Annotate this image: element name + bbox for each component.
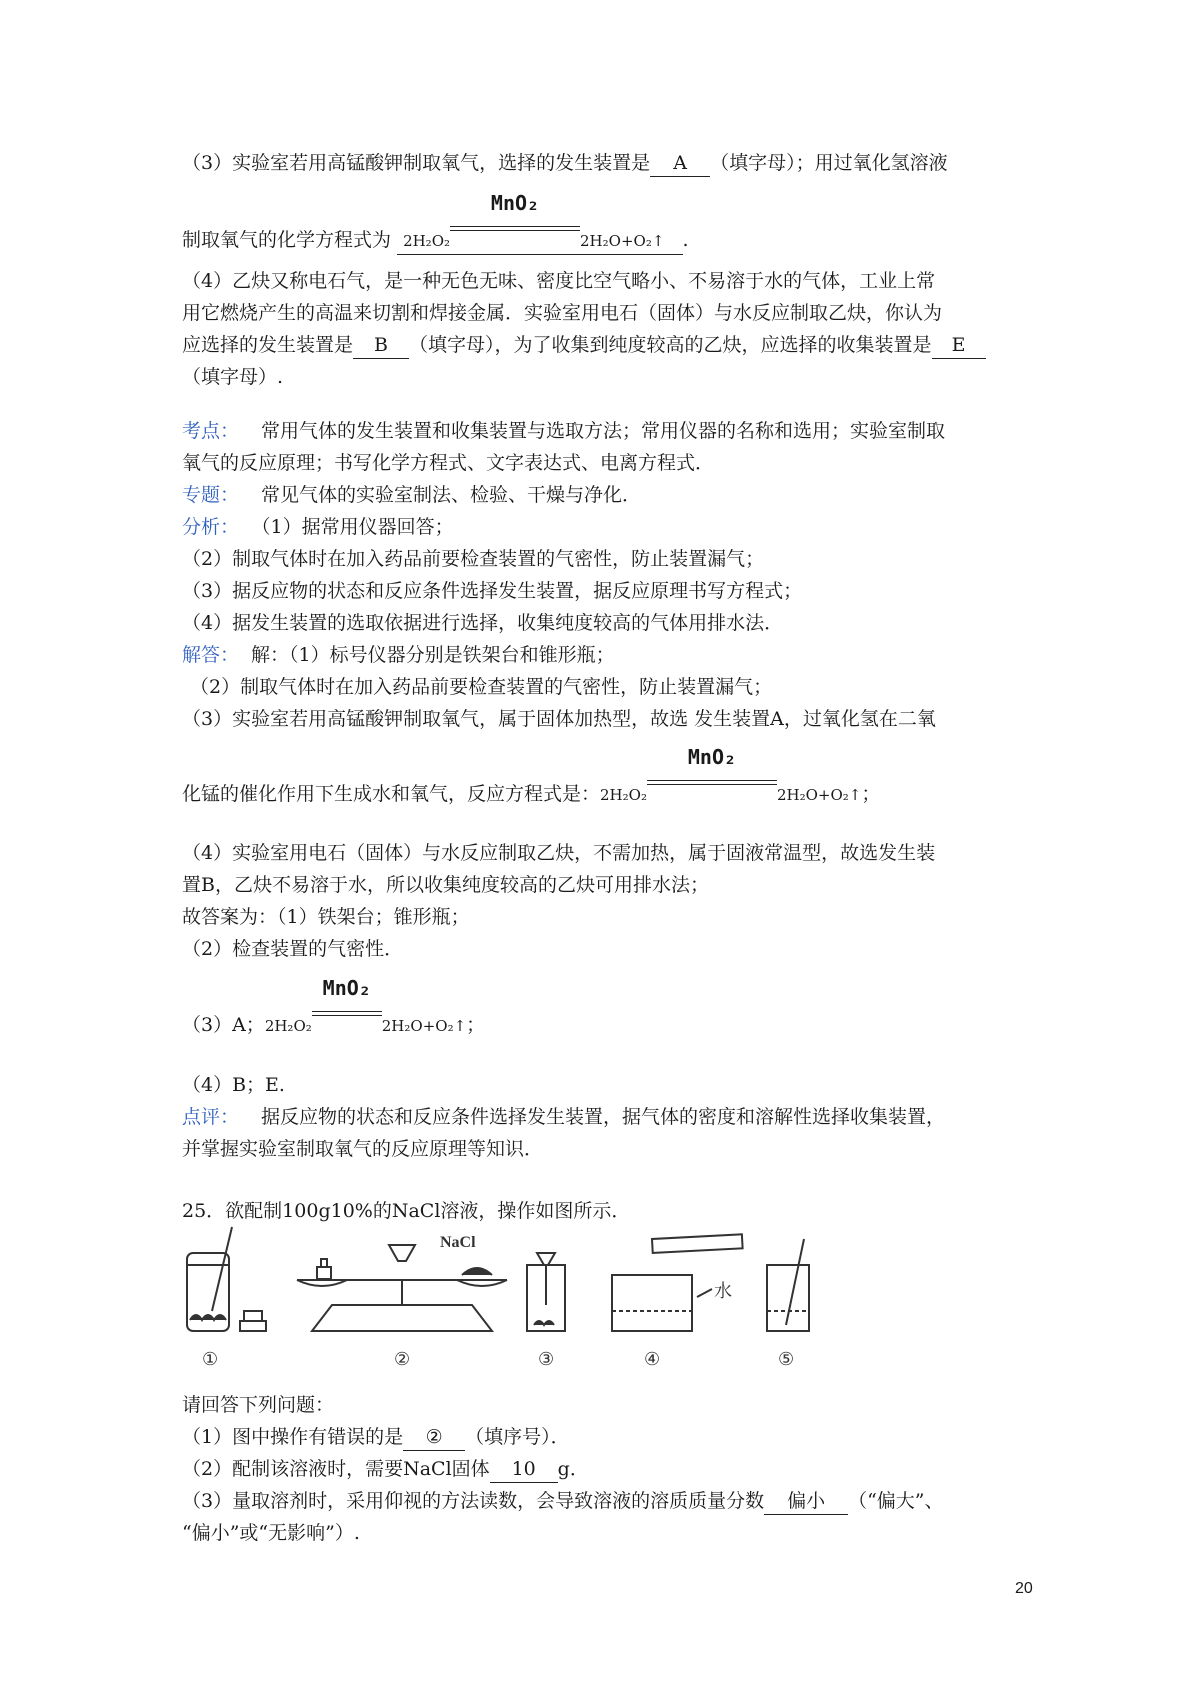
jieda-line6: 置B，乙炔不易溶于水，所以收集纯度较高的乙炔可用排水法；	[182, 874, 709, 896]
nacl-label: NaCl	[440, 1234, 476, 1251]
q3-text: 制取氧气的化学方程式为	[182, 229, 392, 251]
q3-line2	[182, 191, 689, 255]
q25-stem: 25．欲配制100g10%的NaCl溶液，操作如图所示．	[182, 1200, 631, 1222]
kaodian-text: 常用气体的发生装置和收集装置与选取方法；常用仪器的名称和选用；实验室制取	[261, 420, 946, 442]
q25-sub1	[182, 1424, 570, 1451]
reagent-jar-drawing	[187, 1227, 266, 1331]
zhuanti-label: 专题：	[182, 484, 240, 506]
jieda-text: （3）A；	[182, 1014, 265, 1036]
zhuanti-line	[182, 482, 641, 508]
q25-sub4: “偏小”或“无影响”）.	[182, 1522, 360, 1544]
jieda-line4	[182, 745, 881, 808]
balance-drawing	[297, 1245, 507, 1331]
q25-sub3	[182, 1488, 944, 1515]
punct: ；	[861, 783, 881, 805]
jieda-label: 解答：	[182, 644, 240, 666]
fenxi-text: （1）据常用仪器回答；	[261, 516, 454, 538]
punct: ；	[466, 1014, 486, 1036]
q4-line3	[182, 332, 986, 359]
answer-blank: E	[932, 332, 986, 359]
jieda-line10: （4）B；E.	[182, 1074, 285, 1096]
q3-end: .	[682, 229, 689, 251]
dianping-label: 点评：	[182, 1106, 240, 1128]
q4-line1: （4）乙炔又称电石气，是一种无色无味、密度比空气略小、不易溶于水的气体，工业上常	[182, 270, 936, 292]
jieda-text: 化锰的催化作用下生成水和氧气，反应方程式是：	[182, 783, 601, 805]
jieda-line2: （2）制取气体时在加入药品前要检查装置的气密性，防止装置漏气；	[190, 676, 773, 698]
answer-blank: A	[650, 150, 710, 177]
eq-left: 2H₂O₂	[264, 1017, 312, 1035]
q3-line1	[182, 150, 948, 177]
fenxi-line1	[182, 514, 454, 540]
catalyst-label: MnO₂	[322, 976, 371, 1000]
fenxi-label: 分析：	[182, 516, 240, 538]
beaker-funnel-drawing	[527, 1253, 565, 1331]
figure-label-5: ⑤	[778, 1349, 795, 1370]
answer-blank: 10	[490, 1456, 558, 1483]
zhuanti-text: 常见气体的实验室制法、检验、干燥与净化．	[261, 484, 642, 506]
dianping-text: 据反应物的状态和反应条件选择发生装置，据气体的密度和溶解性选择收集装置，	[261, 1106, 946, 1128]
q25-prompt: 请回答下列问题：	[182, 1394, 335, 1416]
eq-right: 2H₂O+O₂↑	[580, 232, 665, 250]
jieda-line8: （2）检查装置的气密性．	[182, 938, 404, 960]
dianping-line2: 并掌握实验室制取氧气的反应原理等知识．	[182, 1138, 544, 1160]
q25-figure	[182, 1225, 882, 1385]
fenxi-line2: （2）制取气体时在加入药品前要检查装置的气密性，防止装置漏气；	[182, 548, 765, 570]
jieda-line9	[182, 976, 486, 1039]
answer-blank: 偏小	[764, 1488, 848, 1515]
beaker-rod-drawing	[767, 1239, 809, 1331]
jieda-text: 解：（1）标号仪器分别是铁架台和锥形瓶；	[251, 644, 615, 666]
jieda-line5: （4）实验室用电石（固体）与水反应制取乙炔，不需加热，属于固液常温型，故选发生装	[182, 842, 936, 864]
figure-label-1: ①	[202, 1349, 219, 1370]
kaodian-line2: 氧气的反应原理；书写化学方程式、文字表达式、电离方程式．	[182, 452, 715, 474]
figure-label-3: ③	[538, 1349, 555, 1370]
q4-text: 应选择的发生装置是	[182, 334, 354, 356]
lab-operations-figure	[182, 1225, 882, 1385]
catalyst-arrow	[647, 745, 777, 800]
q4-line2: 用它燃烧产生的高温来切割和焊接金属．实验室用电石（固体）与水反应制取乙炔，你认为	[182, 302, 943, 324]
equation-blank	[397, 191, 682, 255]
answer-blank: ②	[403, 1424, 465, 1451]
kaodian-label: 考点：	[182, 420, 240, 442]
eq-right: 2H₂O+O₂↑	[776, 786, 862, 804]
q4-text: （填字母），为了收集到纯度较高的乙炔，应选择的收集装置是	[409, 334, 932, 356]
eq-right: 2H₂O+O₂↑	[381, 1017, 467, 1035]
dianping-line1	[182, 1104, 945, 1130]
q25-text: g．	[557, 1458, 589, 1480]
answer-blank: B	[353, 332, 409, 359]
jieda-line3: （3）实验室若用高锰酸钾制取氧气，属于固体加热型，故选 发生装置A，过氧化氢在二氧	[182, 708, 936, 730]
q25-text: （1）图中操作有错误的是	[182, 1426, 404, 1448]
jieda-line7: 故答案为：（1）铁架台；锥形瓶；	[182, 906, 470, 928]
fenxi-line3: （3）据反应物的状态和反应条件选择发生装置，据反应原理书写方程式；	[182, 580, 803, 602]
q4-line4: （填字母）.	[182, 366, 284, 388]
catalyst-arrow	[450, 191, 580, 246]
q25-text: （填序号）．	[465, 1426, 570, 1448]
fenxi-line4: （4）据发生装置的选取依据进行选择，收集纯度较高的气体用排水法．	[182, 612, 784, 634]
q25-text: （3）量取溶剂时，采用仰视的方法读数，会导致溶液的溶质质量分数	[182, 1490, 765, 1512]
eq-left: 2H₂O₂	[600, 786, 647, 804]
q3-text: （填字母）；用过氧化氢溶液	[710, 152, 948, 174]
q25-text: （“偏大”、	[848, 1490, 944, 1512]
q3-text: （3）实验室若用高锰酸钾制取氧气，选择的发生装置是	[182, 152, 651, 174]
figure-label-4: ④	[644, 1349, 661, 1370]
figure-label-2: ②	[394, 1349, 411, 1370]
catalyst-label: MnO₂	[490, 191, 540, 215]
q25-sub2	[182, 1456, 589, 1483]
catalyst-label: MnO₂	[687, 745, 737, 769]
kaodian-line1	[182, 418, 945, 444]
eq-left: 2H₂O₂	[403, 232, 451, 250]
jieda-line1	[182, 642, 615, 668]
page-number: 20	[1015, 1580, 1033, 1597]
q25-text: （2）配制该溶液时，需要NaCl固体	[182, 1458, 490, 1480]
catalyst-arrow	[312, 976, 382, 1031]
water-label: 水	[714, 1281, 732, 1302]
